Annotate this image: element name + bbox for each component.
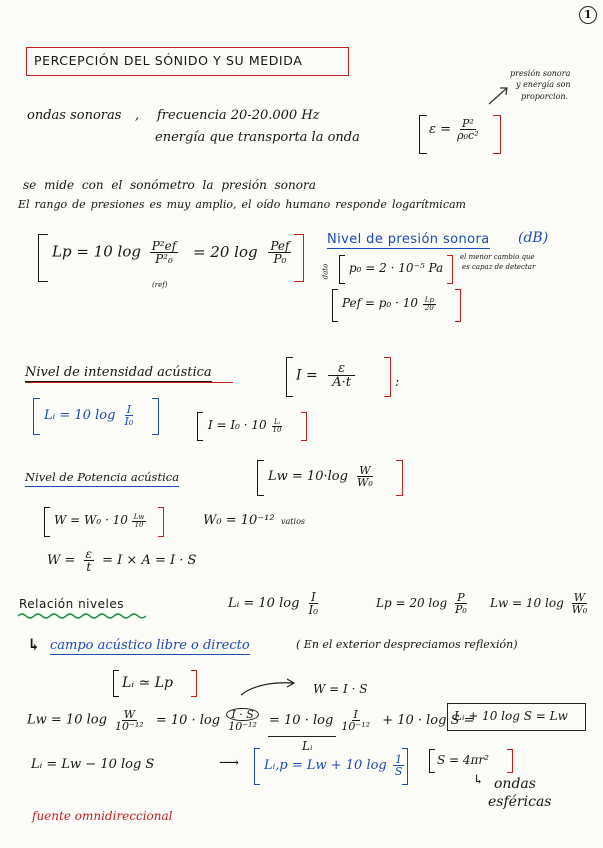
w-from-formula [54, 514, 146, 529]
p0-bracket-left [339, 255, 345, 284]
s-bracket-left [429, 749, 435, 773]
i-eq [296, 362, 355, 389]
i-from-exp-num: Lᵢ [273, 418, 280, 426]
li-formula [44, 404, 135, 427]
campo-heading: campo acústico libre o directo [50, 638, 250, 653]
w-def-formula [47, 548, 196, 573]
lp-heading: Nivel de presión sonora [327, 232, 490, 247]
i-bracket-left [286, 357, 293, 397]
pef-exp [423, 297, 436, 312]
campo-result: Lᵢ + 10 log S = Lw [454, 709, 568, 723]
campo-mid-fraction [339, 709, 372, 732]
relacion-wavy-underline [18, 612, 146, 620]
pef-bracket-left [332, 289, 338, 322]
campo-is-num: I · S [226, 708, 258, 721]
w-from: W = W₀ · 10 [54, 513, 128, 527]
lp-den: P²₀ [155, 252, 173, 266]
campo-eq1: Lᵢ ≃ Lp [122, 675, 174, 691]
w-def-fraction [84, 548, 94, 573]
i-eq-den: A·t [332, 375, 352, 390]
note-arrow-icon [487, 84, 511, 108]
energy-eq-lhs: ε = [429, 122, 452, 137]
w0-value: W₀ = 10⁻¹² [203, 513, 275, 528]
pef-formula [342, 297, 436, 312]
rel-li-den: I₀ [308, 603, 319, 617]
campo-note: ( En el exterior despreciamos reflexión) [296, 638, 518, 651]
campo-mid-num: I [353, 707, 358, 721]
w-from-exp-den: 10 [134, 521, 144, 529]
w-def-num: ε [85, 547, 92, 561]
energia-text: energía que transporta la onda [155, 130, 360, 145]
pef-exp-den: 20 [424, 304, 434, 312]
rel-lp-num: P [457, 591, 465, 604]
ondas-label: ondas sonoras [27, 108, 122, 123]
rel-li-eq: Lᵢ = 10 log [228, 596, 300, 611]
eq1-bracket-left [113, 670, 119, 697]
rel-lp-eq: Lp = 20 log [376, 596, 448, 610]
esfericas-word: esféricas [488, 794, 552, 810]
mide-line-2: El rango de presiones es muy amplio, el oído humano responde logarítmicam [18, 198, 466, 211]
i-eq-fraction [328, 362, 355, 389]
i-eq-num: ε [328, 362, 355, 376]
lp-num-2: Pef [270, 239, 290, 253]
i-dots: : [395, 375, 400, 390]
frecuencia-text: frecuencia 20-20.000 Hz [157, 108, 320, 123]
lw-bracket-left [257, 460, 264, 496]
rel-lp-fraction [453, 592, 469, 615]
eq1-bracket-right [191, 670, 197, 697]
campo-line2-box [264, 754, 404, 777]
energy-num: P² [461, 117, 474, 130]
i-eq-lhs: I = [296, 367, 318, 384]
w-from-exp-num: Lw [133, 513, 145, 521]
campo-is-den: 10⁻¹² [228, 720, 257, 733]
campo-eq-mid: = 10 · log [269, 712, 334, 728]
campo-lw-num: W [123, 707, 136, 721]
w-is-text: W = I · S [313, 682, 368, 696]
lp-den-2: P₀ [273, 252, 287, 266]
i-from: I = I₀ · 10 [208, 418, 267, 432]
lp-bracket-right [294, 234, 304, 282]
campo-under-label: Lᵢ [302, 739, 313, 753]
footer-note: fuente omnidireccional [32, 809, 173, 823]
w0-unit: vatios [281, 517, 305, 526]
line2-bracket-right [402, 748, 408, 785]
li-num: I [126, 403, 132, 416]
campo-lw-fraction [113, 709, 146, 732]
campo-lw-eq: Lw = 10 log [27, 712, 107, 728]
rel-lw-den: W₀ [571, 603, 588, 616]
lw-eq: Lw = 10·log [268, 469, 348, 484]
relacion-heading: Relación niveles [19, 597, 124, 611]
energy-den: ρ₀c² [457, 129, 479, 142]
campo-plus: + 10 · log S = [382, 712, 475, 728]
li-bracket-right [152, 398, 159, 435]
i-from-bracket-left [197, 412, 203, 441]
rel-lw [490, 592, 589, 615]
campo-lw-line [27, 708, 475, 732]
lp-num: P²ef [151, 239, 177, 253]
lw-formula [268, 465, 375, 488]
rel-lw-num: W [573, 591, 586, 604]
li-bracket-left [33, 398, 40, 435]
i-from-bracket-right [301, 412, 307, 441]
p0-note-2: es capaz de detectar [462, 263, 536, 271]
lp-mid: = 20 log [192, 242, 258, 261]
ondas-word: ondas [494, 776, 536, 792]
lp-formula [52, 240, 291, 265]
i-from-exp-den: 10 [272, 426, 282, 434]
li-eq: Lᵢ = 10 log [44, 408, 116, 423]
p0-value: p₀ = 2 · 10⁻⁵ Pa [349, 261, 444, 275]
campo-lw-den: 10⁻¹² [115, 719, 144, 733]
w-is-arrow-icon [239, 673, 299, 699]
li-heading: Nivel de intensidad acústica [25, 365, 212, 380]
lp-lhs: Lp = 10 log [52, 242, 141, 261]
pef-exp-num: Lp [424, 296, 434, 304]
lw-den: W₀ [357, 476, 373, 489]
rel-li-fraction [307, 591, 321, 616]
rel-lp [376, 592, 469, 615]
energy-eq [429, 118, 481, 141]
rel-li [228, 591, 320, 616]
campo-line2-lhs: Lᵢ = Lw − 10 log S [31, 757, 155, 772]
lw-heading: Nivel de Potencia acústica [25, 472, 179, 487]
i-from-exp [271, 419, 284, 434]
campo-line2-arrow-icon: ⟶ [219, 755, 240, 771]
energy-fraction [455, 118, 480, 141]
w-from-bracket-left [44, 507, 50, 537]
rel-li-num: I [310, 590, 316, 604]
pef-bracket-right [455, 289, 461, 322]
campo-line2-num: 1 [395, 753, 403, 766]
p0-note-1: el menor cambio que [460, 253, 535, 261]
p0-bracket-right [447, 255, 453, 284]
li-heading-underline [25, 382, 233, 383]
energy-note-1: presión sonora [510, 69, 571, 78]
pef-lhs: Pef = p₀ · 10 [342, 296, 418, 310]
w-from-exp [132, 514, 147, 529]
energy-note-2: y energía son [516, 80, 571, 89]
w-def-rest: = I × A = I · S [102, 553, 197, 568]
energy-note-3: proporcion. [521, 92, 569, 101]
rel-lw-fraction [570, 592, 590, 615]
w-from-bracket-right [158, 507, 164, 537]
rel-lw-eq: Lw = 10 log [490, 596, 564, 610]
dato-label: dato [321, 263, 330, 280]
lp-fraction-2 [268, 240, 291, 265]
lp-fraction [150, 240, 178, 265]
s-bracket-right [507, 749, 513, 773]
li-den: I₀ [124, 415, 134, 428]
lw-num: W [359, 464, 371, 477]
s-formula: S = 4πr² [437, 753, 489, 767]
page-title: PERCEPCIÓN DEL SÓNIDO Y SU MEDIDA [34, 53, 303, 68]
campo-mid-den: 10⁻¹² [341, 719, 371, 733]
i-from-formula [208, 419, 283, 434]
page-number: 1 [584, 8, 592, 21]
line2-bracket-left [254, 748, 260, 785]
rel-lp-den: P₀ [455, 603, 467, 616]
campo-mid-underline [268, 736, 336, 737]
campo-is-fraction [226, 708, 259, 732]
w-def-lhs: W = [47, 553, 76, 568]
lw-bracket-right [396, 460, 403, 496]
lp-bracket-left [38, 234, 48, 282]
li-fraction [123, 404, 136, 427]
campo-arrow-icon: ↳ [27, 635, 41, 654]
w-def-den: t [86, 560, 92, 574]
campo-line2-den: S [394, 765, 403, 778]
ondas-arrow-icon: ↳ [473, 773, 484, 788]
i-bracket-right [384, 357, 391, 397]
campo-line2-eq: Lᵢ,p = Lw + 10 log [264, 758, 387, 773]
mide-line-1: se mide con el sonómetro la presión sonora [23, 178, 316, 192]
lp-unit: (dB) [518, 230, 549, 246]
energy-bracket-left [419, 115, 427, 154]
campo-minus: = 10 · log [155, 712, 221, 728]
lw-fraction [355, 465, 375, 488]
energy-bracket-right [493, 115, 501, 154]
lp-ref: (ref) [152, 281, 168, 289]
ondas-sep: , [135, 108, 140, 123]
